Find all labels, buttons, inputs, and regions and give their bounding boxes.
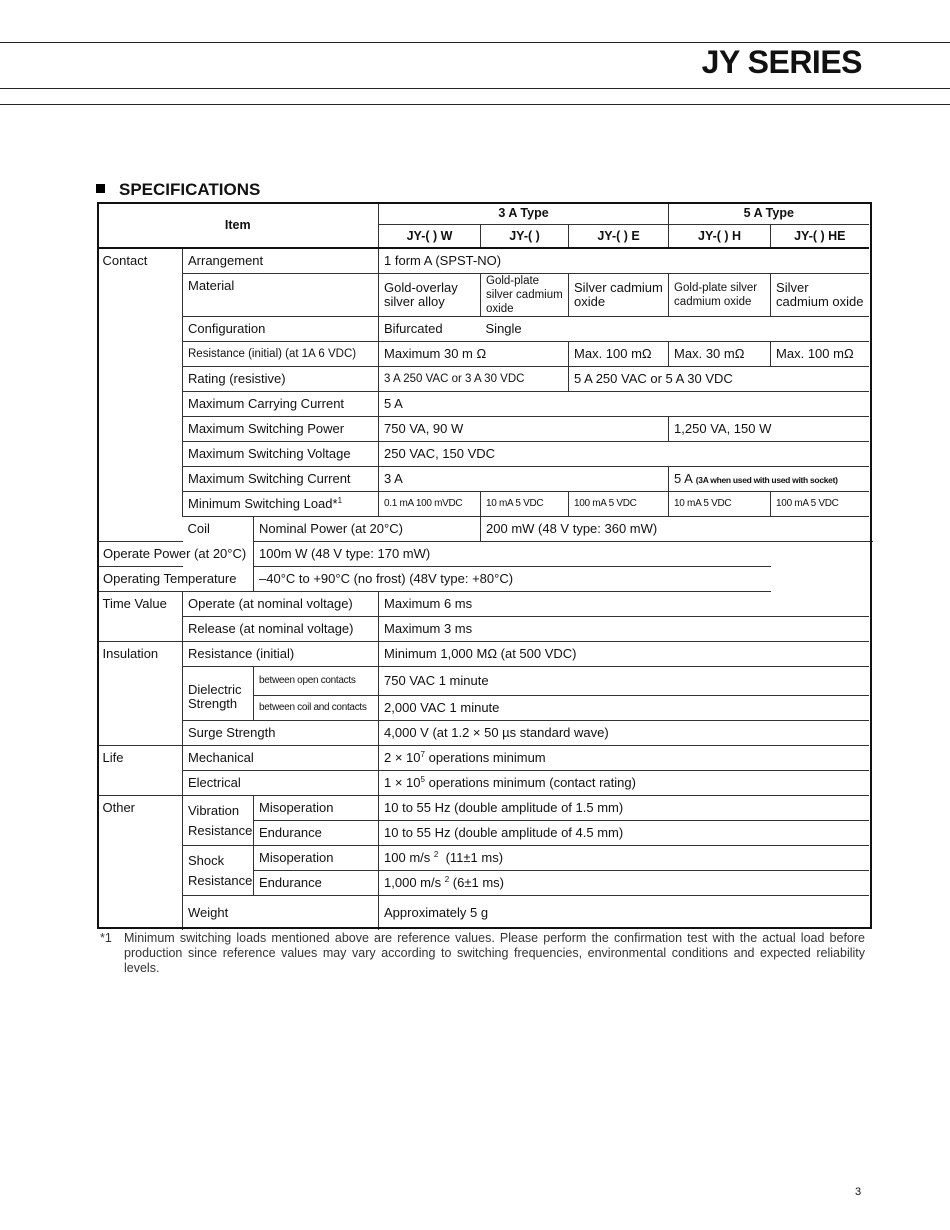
table-row (98, 274, 874, 317)
row-value: Approximately 5 g (379, 896, 869, 931)
row-value: –40°C to +90°C (no frost) (48V type: +80°C) (254, 567, 771, 592)
table-row (98, 417, 874, 442)
coil-contacts-label: between coil and contacts (254, 696, 379, 721)
page-number: 3 (855, 1186, 862, 1198)
model-header-e: JY-( ) E (569, 225, 669, 249)
row-label: Material (183, 274, 379, 317)
row-value (379, 771, 869, 796)
load-h: 10 mA 5 VDC (669, 492, 771, 517)
category-contact: Contact (98, 248, 183, 542)
current-5a (669, 467, 869, 492)
table-row (98, 392, 874, 417)
table-row (98, 367, 874, 392)
series-title: JY SERIES (701, 44, 862, 80)
row-value: 100m W (48 V type: 170 mW) (254, 542, 771, 567)
material-w: Gold-overlay silver alloy (379, 274, 481, 317)
table-row (98, 642, 874, 667)
load-label: Minimum Switching Load* (188, 496, 338, 511)
row-label: Arrangement (183, 248, 379, 274)
row-value: 250 VAC, 150 VDC (379, 442, 869, 467)
row-label: Operating Temperature (98, 567, 254, 592)
row-label (183, 492, 379, 517)
model-header-w: JY-( ) W (379, 225, 481, 249)
table-row (98, 342, 874, 367)
table-row (98, 567, 874, 592)
row-label: Operate (at nominal voltage) (183, 592, 379, 617)
material-h: Gold-plate silver cadmium oxide (669, 274, 771, 317)
table-row (98, 746, 874, 771)
header-rule-lower (0, 104, 950, 105)
category-life: Life (98, 746, 183, 796)
configuration-rest: Single (481, 317, 869, 342)
row-label: Mechanical (183, 746, 379, 771)
shock-mis-suffix: (11±1 ms) (438, 850, 504, 865)
resistance-e: Max. 100 mΩ (569, 342, 669, 367)
table-row (98, 771, 874, 796)
shock-end-suffix: (6±1 ms) (449, 875, 504, 890)
row-label: Maximum Switching Current (183, 467, 379, 492)
electrical-prefix: 1 × 10 (384, 775, 421, 790)
footnote (100, 931, 865, 976)
row-label: Release (at nominal voltage) (183, 617, 379, 642)
footnote-text: Minimum switching loads mentioned above are reference values. Please perform the confirmation test with the actual load before production since reference values may vary according to switching frequencies, environmental conditions and expected reliability levels. (124, 931, 865, 975)
row-value: Maximum 6 ms (379, 592, 869, 617)
power-5a: 1,250 VA, 150 W (669, 417, 869, 442)
vibration-endurance-label: Endurance (254, 821, 379, 846)
row-label: Nominal Power (at 20°C) (254, 517, 481, 542)
table-row (98, 517, 874, 542)
load-w: 0.1 mA 100 mVDC (379, 492, 481, 517)
rating-rest: 5 A 250 VAC or 5 A 30 VDC (569, 367, 869, 392)
resistance-h: Max. 30 mΩ (669, 342, 771, 367)
dielectric-label: Dielectric Strength (183, 667, 254, 721)
material-e: Silver cadmium oxide (569, 274, 669, 317)
row-value: 200 mW (48 V type: 360 mW) (481, 517, 873, 542)
electrical-suffix: operations minimum (contact rating) (424, 775, 636, 790)
table-row (98, 617, 874, 642)
section-heading (96, 180, 260, 200)
row-label: Rating (resistive) (183, 367, 379, 392)
category-insulation: Insulation (98, 642, 183, 746)
shock-mis-prefix: 100 m/s (384, 850, 431, 865)
row-label: Surge Strength (183, 721, 379, 746)
row-value: 750 VAC 1 minute (379, 667, 869, 696)
shock-mis-exp: 2 (433, 850, 439, 859)
row-label: Resistance (initial) (183, 642, 379, 667)
group-5a-header: 5 A Type (669, 202, 869, 225)
table-row (98, 896, 874, 931)
header-rule-upper (0, 88, 950, 89)
footnote-ref: 1 (337, 496, 343, 505)
shock-endurance-label: Endurance (254, 871, 379, 896)
table-row (98, 592, 874, 617)
row-label: Maximum Switching Voltage (183, 442, 379, 467)
current-3a: 3 A (379, 467, 669, 492)
load-he: 100 mA 5 VDC (771, 492, 869, 517)
vibration-misoperation-label: Misoperation (254, 796, 379, 821)
item-header: Item (98, 202, 379, 248)
row-label: Electrical (183, 771, 379, 796)
table-row (98, 467, 874, 492)
row-label: Resistance (initial) (at 1A 6 VDC) (183, 342, 379, 367)
row-value: 1 form A (SPST-NO) (379, 248, 869, 274)
category-time-value: Time Value (98, 592, 183, 642)
shock-label: Shock Resistance (183, 846, 254, 896)
shock-end-prefix: 1,000 m/s (384, 875, 442, 890)
mechanical-prefix: 2 × 10 (384, 750, 421, 765)
row-label: Configuration (183, 317, 379, 342)
category-coil: Coil (183, 517, 254, 592)
table-row (98, 492, 874, 517)
table-row (98, 248, 874, 274)
mechanical-suffix: operations minimum (424, 750, 546, 765)
rating-3a: 3 A 250 VAC or 3 A 30 VDC (379, 367, 569, 392)
table-row (98, 796, 874, 821)
load-e: 100 mA 5 VDC (569, 492, 669, 517)
mechanical-exp: 7 (420, 750, 425, 759)
table-row (98, 542, 874, 567)
category-other: Other (102, 800, 136, 815)
vibration-label: Vibration Resistance (183, 796, 254, 846)
electrical-exp: 5 (420, 775, 425, 784)
row-label: Operate Power (at 20°C) (98, 542, 254, 567)
shock-misoperation-label: Misoperation (254, 846, 379, 871)
row-value: Maximum 3 ms (379, 617, 869, 642)
table-header-row (98, 202, 874, 225)
row-value: 2,000 VAC 1 minute (379, 696, 869, 721)
square-bullet-icon (96, 184, 105, 193)
model-header-std: JY-( ) (481, 225, 569, 249)
material-he: Silver cadmium oxide (771, 274, 869, 317)
table-row (98, 317, 874, 342)
top-rule (0, 42, 950, 43)
resistance-w-std: Maximum 30 m Ω (379, 342, 569, 367)
row-value: 5 A (379, 392, 869, 417)
row-value (379, 871, 869, 896)
row-label: Maximum Switching Power (183, 417, 379, 442)
row-label: Weight (183, 896, 379, 931)
configuration-w: Bifurcated (379, 317, 481, 342)
load-std: 10 mA 5 VDC (481, 492, 569, 517)
power-3a: 750 VA, 90 W (379, 417, 669, 442)
current-5a-value: 5 A (674, 470, 693, 486)
material-std: Gold-plate silver cadmium oxide (481, 274, 569, 317)
row-label: Maximum Carrying Current (183, 392, 379, 417)
open-contacts-label: between open contacts (254, 667, 379, 696)
row-value: 4,000 V (at 1.2 × 50 µs standard wave) (379, 721, 869, 746)
table-row (98, 721, 874, 746)
row-value: 10 to 55 Hz (double amplitude of 4.5 mm) (379, 821, 869, 846)
model-header-he: JY-( ) HE (771, 225, 869, 249)
table-row (98, 442, 874, 467)
specifications-table (97, 202, 873, 930)
table-row (98, 667, 874, 696)
model-header-h: JY-( ) H (669, 225, 771, 249)
section-heading-text: SPECIFICATIONS (119, 180, 261, 199)
footnote-mark: *1 (100, 931, 112, 945)
row-value: Minimum 1,000 MΩ (at 500 VDC) (379, 642, 869, 667)
row-value: 10 to 55 Hz (double amplitude of 1.5 mm) (379, 796, 869, 821)
shock-end-exp: 2 (444, 875, 450, 884)
group-3a-header: 3 A Type (379, 202, 669, 225)
row-value (379, 746, 869, 771)
current-5a-note: (3A when used with used with socket) (695, 474, 838, 485)
row-value (379, 846, 869, 871)
table-row (98, 846, 874, 871)
resistance-he: Max. 100 mΩ (771, 342, 869, 367)
